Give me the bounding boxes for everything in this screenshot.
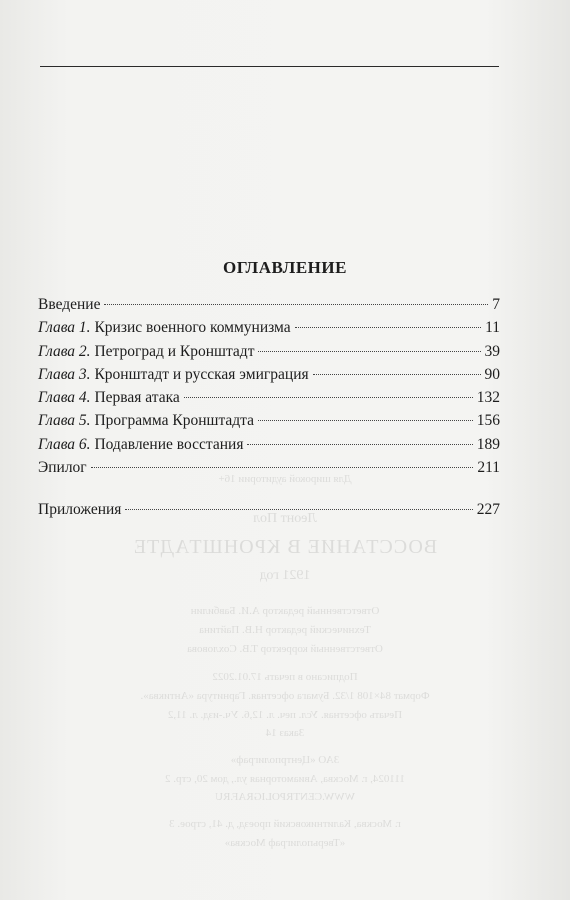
toc-entry[interactable] — [38, 386, 500, 409]
bleed-through-text — [0, 470, 570, 853]
dot-leader — [258, 420, 473, 421]
toc-entry[interactable] — [38, 498, 500, 521]
chapter-prefix: Глава 2. — [38, 342, 91, 360]
toc-entry[interactable] — [38, 363, 500, 386]
chapter-prefix: Глава 1. — [38, 319, 91, 337]
dot-leader — [91, 467, 474, 468]
header-rule — [40, 66, 499, 67]
page-number: 7 — [492, 296, 500, 313]
page-number: 132 — [476, 389, 500, 407]
bleed-line: г. Москва, Калитниковский проезд, д. 41, строе. 3 — [169, 818, 401, 831]
bleed-line: Технический редактор Н.В. Пайтина — [199, 623, 371, 636]
page-number: 11 — [485, 319, 500, 337]
bleed-line: 1921 год — [259, 568, 311, 584]
toc-entry[interactable] — [38, 456, 500, 479]
page-number: 227 — [476, 501, 500, 519]
entry-title: Эпилог — [38, 459, 87, 477]
page-number: 90 — [484, 365, 500, 383]
dot-leader — [125, 509, 472, 510]
bleed-line: ЗАО «Центрполиграф» — [230, 754, 340, 767]
entry-title: Кризис военного коммунизма — [94, 319, 291, 337]
entry-title: Кронштадт и русская эмиграция — [94, 365, 309, 383]
dot-leader — [258, 351, 480, 352]
page-number: 39 — [484, 342, 500, 360]
toc-entry[interactable] — [38, 340, 500, 363]
entry-title: Первая атака — [94, 389, 180, 407]
dot-leader — [184, 397, 473, 398]
dot-leader — [313, 374, 481, 375]
table-of-contents — [38, 293, 500, 522]
bleed-line: WWW.CENTRPOLIGRAF.RU — [215, 791, 355, 804]
bleed-line: Заказ 14 — [265, 727, 305, 740]
chapter-prefix: Глава 5. — [38, 412, 91, 430]
page-number: 189 — [476, 435, 500, 453]
entry-title: Подавление восстания — [94, 435, 244, 453]
bleed-line: Печать офсетная. Усл. печ. л. 12,6. Уч.-изд. л. 11,2 — [167, 708, 403, 721]
dot-leader — [295, 327, 481, 328]
entry-title: Приложения — [38, 501, 122, 519]
chapter-prefix: Глава 6. — [38, 435, 91, 453]
toc-entry[interactable] — [38, 433, 500, 456]
entry-title: Введение — [38, 296, 101, 313]
bleed-line: Леонт Пол — [253, 510, 317, 526]
dot-leader — [247, 444, 472, 445]
entry-title: Петроград и Кронштадт — [94, 342, 255, 360]
bleed-line: Ответственный корректор Т.В. Сохловова — [187, 642, 383, 655]
bleed-line: Для широкой аудитории 16+ — [218, 473, 352, 485]
dot-leader — [104, 304, 488, 305]
page-number: 156 — [476, 412, 500, 430]
bleed-line: Формат 84×108 1/32. Бумага офсетная. Гарнитура «Антиква». — [140, 690, 430, 703]
chapter-prefix: Глава 3. — [38, 365, 91, 383]
page-number: 211 — [477, 459, 500, 477]
toc-entry[interactable] — [38, 293, 500, 316]
entry-title: Программа Кронштадта — [94, 412, 255, 430]
toc-title: ОГЛАВЛЕНИЕ — [223, 258, 347, 277]
bleed-line: Подписано в печать 17.01.2022 — [212, 671, 358, 684]
bleed-line: ВОССТАНИЕ В КРОНШТАДТЕ — [132, 536, 438, 559]
bleed-line: «Тверьполиграф Москва» — [224, 836, 346, 849]
bleed-line: 111024, г. Москва, Авиамоторная ул., дом 20, стр. 2 — [164, 772, 406, 785]
toc-entry[interactable] — [38, 316, 500, 339]
chapter-prefix: Глава 4. — [38, 389, 91, 407]
toc-entry[interactable] — [38, 409, 500, 432]
bleed-line: Ответственный редактор А.И. Бавбилин — [190, 605, 380, 618]
